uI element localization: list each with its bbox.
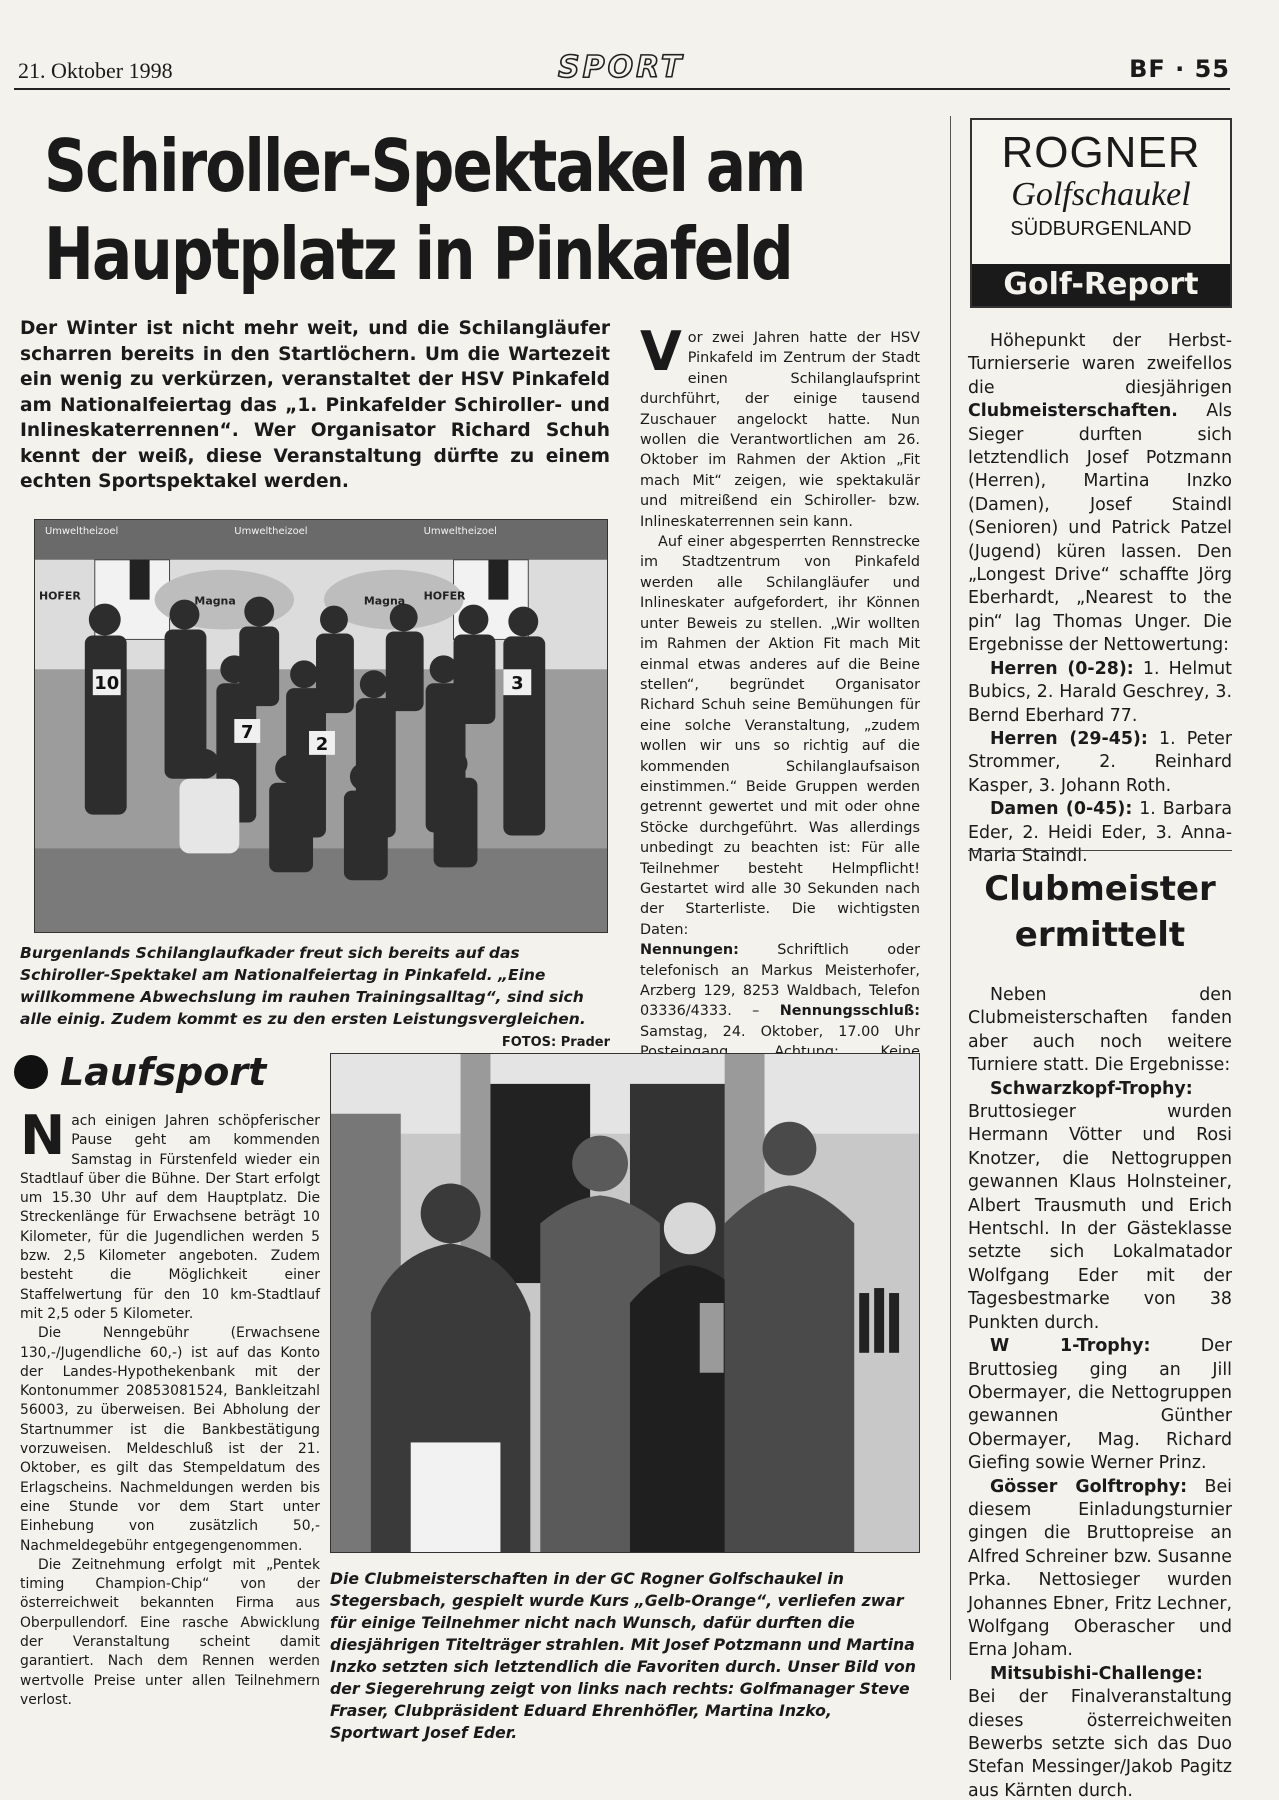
result-damen-0-45 [968,798,1232,868]
caption-text: Burgenlands Schilanglaufkader freut sich bereits auf das Schiroller-Spektakel am Nationalfeiertag in Pinkafeld. „Eine willkommene Abwechslung im rauhen Trainingsalltag“, sind sich alle einig. Zudem kommt es zu den ersten Leistungsvergleichen. [20,944,586,1028]
label-nennungsschluss: Nennungsschluß: [779,1003,920,1020]
issue-date: 21. Oktober 1998 [18,58,173,83]
laufsport-paragraph-1: ach einigen Jahren schöpferischer Pause geht am kommenden Samstag in Fürstenfeld wieder ein Stadtlauf über die Bühne. Der Start erfolgt um 15.30 Uhr auf dem Hauptplatz. Die Streckenlänge für Erwachsene beträgt 10 Kilometer, für die Jugendlichen werden 5 bzw. 2,5 Kilometer angeboten. Zudem besteht die Möglichkeit einer Staffelwertung für den 10 km-Stadtlauf mit 2,5 oder 5 Kilometer. [20,1113,320,1322]
clubmeister-body [968,984,1232,1800]
bib-number: 10 [94,673,120,695]
bib-number: 3 [511,673,524,695]
photo-sponsor-text: HOFER [423,589,466,603]
rogner-script: Golfschaukel [1011,176,1191,213]
drop-cap: V [640,320,682,383]
result-herren-0-28 [968,658,1232,728]
text-nennungsschluss: Samstag, 24. Oktober, 17.00 Uhr [640,1023,920,1040]
rogner-logo [970,118,1232,308]
photo-sponsor-text: HOFER [38,589,81,603]
page-number: BF · 55 [1129,55,1230,83]
photo-banner-text: Umweltheizoel [44,525,119,537]
trophy-text: Bei der Finalveranstaltung dieses österreichweiten Bewerbs setzte sich das Duo Stefan Messinger/Jakob Pagitz aus Kärnten durch. [968,1687,1232,1800]
team-photo [34,519,608,933]
body-paragraph-1: or zwei Jahren hatte der HSV Pinkafeld im Zentrum der Stadt einen Schilanglaufsprint durchführt, der einige tausend Zuschauer angelockt hatte. Nun wollen die Verantwortlichen am 26. Oktober im Rahmen der Aktion „Fit mach Mit“ zeigen, wie spektakulär und mitreißend ein Schiroller- bzw. Inlineskaterrennen sein kann. [640,330,920,530]
photo-credit: FOTOS: Prader [501,1035,610,1050]
golf-intro-bold: Clubmeisterschaften. [968,401,1178,422]
bib-number: 7 [241,721,254,743]
photo-banner-text: Umweltheizoel [234,525,308,537]
main-headline [44,122,854,298]
trophy-text: Der Bruttosieg ging an Jill Obermayer, die Nettogruppen gewannen Günther Obermayer, Mag. Richard Giefing sowie Werner Prinz. [968,1336,1232,1474]
laufsport-body [20,1104,320,1710]
trophy-label: Gösser Golftrophy: [990,1476,1188,1497]
photo-sponsor-text: Magna [194,594,236,608]
rogner-brand: ROGNER [1001,128,1201,177]
trophy-label: Schwarzkopf-Trophy: [990,1078,1193,1099]
header-rule [14,88,1230,90]
golf-intro [968,330,1232,658]
laufsport-paragraph-3: Die Zeitnehmung erfolgt mit „Pentek timing Champion-Chip“ von der österreichweit bekannten Firma aus Oberpullendorf. Eine rasche Abwicklung der Veranstaltung scheint damit garantiert. Nach dem Rennen werden wertvolle Preise unter allen Teilnehmern verlost. [20,1556,320,1708]
result-text: 1. Helmut Bubics, 2. Harald Geschrey, 3. Bernd Eberhard 77. [968,658,1232,726]
body-paragraph-2: Auf einer abgesperrten Rennstrecke im Stadtzentrum von Pinkafeld werden alle Schilangläufer und Inlineskater aufgefordert, ihr Können unter Beweis zu stellen. „Wir wollten im Rahmen der Aktion Fit mach Mit einmal etwas anderes auf die Beine stellen“, begründet Organisator Richard Schuh seine Bemühungen für eine solche Veranstaltung, „zudem wollen wir uns so richtig auf die kommenden Schilanglaufsaison einstimmen.“ Beide Gruppen werden getrennt gewertet und mit oder ohne Stöcke durchgeführt. Was allerdings unbedingt zu beachten ist: Für alle Teilnehmer besteht Helmpflicht! Gestartet wird alle 30 Sekunden nach der Starterliste. Die wichtigsten Daten: [640,534,920,938]
bib-number: 2 [315,733,329,755]
golf-photo-caption: Die Clubmeisterschaften in der GC Rogner Golfschaukel in Stegersbach, gespielt wurde Kurs „Gelb-Orange“, verliefen zwar für einige Teilnehmer nicht nach Wunsch, dafür durften die diesjährigen Titelträger strahlen. Mit Josef Potzmann und Martina Inzko setzten sich letztendlich die Favoriten durch. Unser Bild von der Siegerehrung zeigt von links nach rechts: Golfmanager Steve Fraser, Clubpräsident Eduard Ehrenhöfler, Martina Inzko, Sportwart Josef Eder. [330,1569,916,1742]
headline-line-2: Hauptplatz in Pinkafeld [44,212,792,296]
column-rule [950,116,951,1680]
section-title: SPORT [558,50,685,85]
article-body [640,320,920,1144]
photo-banner-text: Umweltheizoel [423,525,497,537]
trophy-text: Bei diesem Einladungsturnier gingen die Bruttopreise an Alfred Schreiner bzw. Susanne Prka. Nettosieger wurden Johannes Ebner, Fritz Lechner, Wolfgang Oberascher und Erna Joham. [968,1476,1232,1661]
result-label: Damen (0-45): [990,799,1133,820]
golf-report-body [968,330,1232,868]
clubmeister-heading: Clubmeister ermittelt [984,869,1216,955]
laufsport-heading [14,1050,266,1094]
trophy-w1 [968,1335,1232,1475]
result-text: 1. Peter Strommer, 2. Reinhard Kasper, 3. Johann Roth. [968,728,1233,796]
trophy-mitsubishi [968,1663,1232,1800]
laufsport-paragraph-2: Die Nenngebühr (Erwachsene 130,-/Jugendliche 60,-) ist auf das Konto der Landes-Hypothekenbank mit der Kontonummer 20853081524, Bankleitzahl 56003, zu überweisen. Bei Abholung der Startnummer ist die Bankbestätigung vorzuweisen. Meldeschluß ist der 21. Oktober, es gilt das Stempeldatum des Erlagscheins. Nachmeldungen werden bis eine Stunde vor dem Start unter Einhebung von zusätzlich 50,- Nachmeldegebühr entgegengenommen. [20,1325,320,1554]
result-text: 1. Barbara Eder, 2. Heidi Eder, 3. Anna-Maria Staindl. [968,799,1232,866]
golf-intro-a: Höhepunkt der Herbst-Turnierserie waren zweifellos die diesjährigen [968,331,1232,398]
golf-intro-b: Als Sieger durften sich letztendlich Josef Potzmann (Herren), Martina Inzko (Damen), Josef Staindl (Senioren) und Patrick Patzel (Jugend) küren lassen. Den „Longest Drive“ schaffte Jörg Eberhardt, „Nearest to the pin“ lag Thomas Unger. Die Ergebnisse der Nettowertung: [968,401,1232,656]
team-photo-caption [20,942,610,1054]
laufsport-title: Laufsport [60,1050,267,1094]
trophy-schwarzkopf [968,1078,1232,1335]
trophy-label: W 1-Trophy: [990,1336,1151,1357]
headline-line-1: Schiroller-Spektakel am [44,124,805,208]
result-herren-29-45 [968,728,1232,798]
article-lead: Der Winter ist nicht mehr weit, und die Schilangläufer scharren bereits in den Startlöchern. Um die Wartezeit ein wenig zu verkürzen, veranstaltet der HSV Pinkafeld am Nationalfeiertag das „1. Pinkafelder Schiroller- und Inlineskaterrennen“. Wer Organisator Richard Schuh kennt der weiß, diese Veranstaltung dürfte zu einem echten Sportspektakel werden. [20,318,610,492]
trophy-label: Mitsubishi-Challenge: [990,1663,1203,1684]
golf-ceremony-photo [330,1053,920,1553]
trophy-text: Bruttosieger wurden Hermann Vötter und Rosi Knotzer, die Nettogruppen gewannen Klaus Holnsteiner, Albert Trausmuth und Erich Hentschl. In der Gästeklasse setzte sich Lokalmatador Wolfgang Eder mit der Tagesbestmarke von 38 Punkten durch. [968,1102,1232,1333]
clubmeister-intro: Neben den Clubmeisterschaften fanden aber auch noch weitere Turniere statt. Die Ergebnisse: [968,985,1232,1076]
rogner-region: SÜDBURGENLAND [1010,218,1192,240]
result-label: Herren (29-45): [990,728,1148,749]
result-label: Herren (0-28): [990,658,1134,679]
text-nennungen: Schriftlich oder telefonisch an Markus Meisterhofer, Arzberg 129, 8253 Waldbach, Telefon 03336/4333. – [640,942,920,1020]
trophy-goesser [968,1476,1232,1663]
section-rule [968,850,1232,851]
label-nennungen: Nennungen: [640,942,739,959]
photo-sponsor-text: Magna [363,594,406,608]
golf-report-bar: Golf-Report [972,264,1230,306]
drop-cap: N [20,1104,66,1167]
bullet-dot-icon [14,1055,48,1089]
